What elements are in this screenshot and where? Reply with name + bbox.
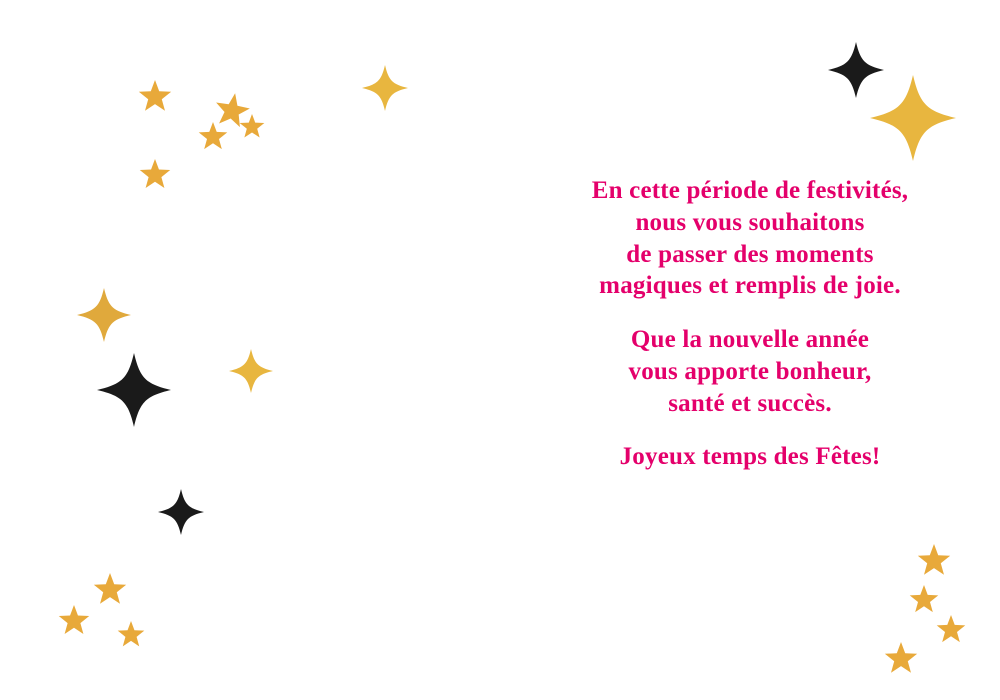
five-point-star-icon [239,114,265,140]
five-point-star-icon [58,605,90,637]
greeting-paragraph [545,175,955,302]
five-point-star-icon [117,621,145,649]
five-point-star-icon [936,615,966,645]
greeting-line: vous apporte bonheur, [628,357,872,385]
sparkle-star-icon [97,353,171,427]
greeting-message [545,175,955,473]
five-point-star-icon [211,90,253,132]
five-point-star-icon [884,642,918,676]
greeting-line: magiques et remplis de joie. [599,272,901,300]
five-point-star-icon [138,80,172,114]
greeting-line: nous vous souhaitons [635,208,865,236]
sparkle-star-icon [77,288,131,342]
sparkle-star-icon [828,42,884,98]
greeting-line: Que la nouvelle année [630,326,870,353]
five-point-star-icon [93,573,127,607]
greeting-line: santé et succès. [668,389,832,417]
five-point-star-icon [909,585,939,615]
greeting-line: de passer des moments [626,240,874,268]
greeting-line: Joyeux temps des Fêtes! [619,443,881,471]
five-point-star-icon [139,159,171,191]
greeting-paragraph [545,324,955,419]
greeting-line: En cette période de festivités, [591,177,909,204]
sparkle-star-icon [158,489,204,535]
sparkle-star-icon [229,349,273,393]
greeting-paragraph [545,441,955,473]
sparkle-star-icon [362,65,408,111]
five-point-star-icon [198,122,228,152]
five-point-star-icon [917,544,951,578]
sparkle-star-icon [870,75,956,161]
